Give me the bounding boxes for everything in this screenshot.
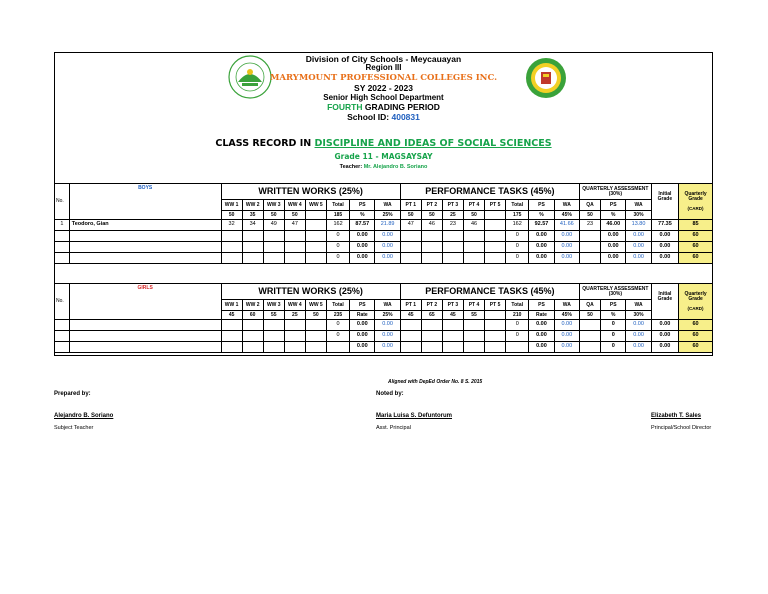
pt-score [485,331,506,342]
pt-score: 0.00 [554,320,579,331]
ww-column-header: WW 4 [284,300,305,311]
pt-highest-score: 175 [506,211,529,220]
ww-score [263,331,284,342]
ww-column-header: WW 5 [305,300,326,311]
section-label: GIRLS [69,284,221,320]
boys-grade-table [54,183,713,264]
qa-highest-score: % [601,311,626,320]
qa-highest-score: 30% [626,311,651,320]
ww-column-header: WW 3 [263,200,284,211]
ww-score: 0.00 [350,242,375,253]
student-row [55,331,713,342]
ww-score [242,231,263,242]
pt-score [400,253,421,264]
principal-name: Elizabeth T. Sales [651,413,702,419]
ww-column-header: WW 2 [242,200,263,211]
student-number [55,331,70,342]
asst-principal-name: Maria Luisa S. Defuntorum [376,413,453,419]
pt-score [485,231,506,242]
qa-column-header: WA [626,200,651,211]
qa-score: 0.00 [626,342,651,353]
teacher-signatory-title: Subject Teacher [54,425,94,431]
ww-score: 34 [242,220,263,231]
ww-highest-score: 235 [326,311,349,320]
quarterly-grade: 85 [679,220,713,231]
pt-highest-score: 50 [400,211,421,220]
noted-by-label: Noted by: [376,391,404,397]
pt-score: 23 [442,220,463,231]
student-number [55,231,70,242]
initial-grade-header: Initial Grade [651,284,678,311]
ww-column-header: WA [375,300,400,311]
pt-score: 0.00 [554,242,579,253]
qa-highest-score: 50 [580,311,601,320]
qa-column-header: PS [601,300,626,311]
ww-score: 49 [263,220,284,231]
ww-score [305,220,326,231]
card-label: (CARD) [687,205,704,211]
pt-score [442,242,463,253]
ww-score [242,320,263,331]
class-record-title [54,138,713,149]
pt-score [421,253,442,264]
ww-score [221,231,242,242]
pt-score [400,320,421,331]
pt-highest-score: 45% [554,311,579,320]
ww-score [263,253,284,264]
pt-score [463,331,484,342]
pt-score [485,220,506,231]
header-row [55,184,713,200]
ww-score: 0.00 [350,331,375,342]
ww-column-header: PS [350,300,375,311]
teacher-label: Teacher: [339,164,364,170]
student-number: 1 [55,220,70,231]
pt-score [400,242,421,253]
pt-score: 0 [506,242,529,253]
qa-score [580,242,601,253]
pt-score [442,342,463,353]
ww-score: 0.00 [350,253,375,264]
ww-score: 21.89 [375,220,400,231]
principal-title: Principal/School Director [651,425,712,431]
ww-score [242,253,263,264]
pt-score [442,331,463,342]
student-name [69,320,221,331]
ww-score: 0 [326,331,349,342]
qa-score: 0 [601,342,626,353]
ww-score: 0.00 [375,342,400,353]
ww-score [284,231,305,242]
ww-column-header: WW 3 [263,300,284,311]
ww-score: 162 [326,220,349,231]
pt-highest-score: % [529,211,554,220]
ww-highest-score: 50 [221,211,242,220]
written-works-header: WRITTEN WORKS (25%) [221,284,400,300]
qa-score [580,320,601,331]
pt-score: 0.00 [554,231,579,242]
initial-grade: 77.35 [651,220,678,231]
pt-column-header: Total [506,300,529,311]
pt-score [463,253,484,264]
pt-score [463,320,484,331]
qa-score: 0.00 [601,242,626,253]
ww-highest-score: 25% [375,311,400,320]
quarterly-grade-label: Quarterly Grade [684,190,707,202]
student-number [55,320,70,331]
qa-column-header: PS [601,200,626,211]
pt-column-header: PT 4 [463,200,484,211]
ww-score [284,342,305,353]
ww-score: 0 [326,253,349,264]
ww-score: 32 [221,220,242,231]
ww-score: 0.00 [350,320,375,331]
ww-score: 0.00 [375,253,400,264]
pt-column-header: PS [529,300,554,311]
header-row [55,284,713,300]
pt-highest-score [485,311,506,320]
ww-score: 0 [326,231,349,242]
initial-grade-spacer [651,211,678,220]
ww-score: 0.00 [375,331,400,342]
qa-score: 23 [580,220,601,231]
quarterly-grade: 60 [679,242,713,253]
ww-score: 0.00 [375,231,400,242]
pt-score [400,342,421,353]
qa-highest-score: % [601,211,626,220]
pt-score: 162 [506,220,529,231]
qa-score [580,253,601,264]
qa-score: 0.00 [626,331,651,342]
qa-score: 0.00 [626,320,651,331]
ww-score [263,342,284,353]
pt-highest-score: 45 [400,311,421,320]
student-number [55,342,70,353]
quarterly-grade-label: Quarterly Grade [684,290,707,302]
student-row [55,220,713,231]
ww-score [305,242,326,253]
ww-score [221,331,242,342]
ww-highest-score: 25 [284,311,305,320]
ww-score [242,242,263,253]
student-name [69,342,221,353]
ww-score: 0.00 [375,320,400,331]
subject-name: DISCIPLINE AND IDEAS OF SOCIAL SCIENCES [314,138,552,149]
pt-score [485,253,506,264]
school-year: SY 2022 - 2023 [354,83,413,93]
student-row [55,242,713,253]
ww-score [263,231,284,242]
department-text: Senior High School Department [323,93,444,102]
pt-column-header: PT 2 [421,300,442,311]
teacher-signatory-name: Alejandro B. Soriano [54,413,114,419]
ww-score [263,320,284,331]
pt-score [442,231,463,242]
pt-score: 0.00 [554,342,579,353]
pt-column-header: PS [529,200,554,211]
pt-score [421,320,442,331]
student-name [69,331,221,342]
ww-score [305,331,326,342]
student-row [55,342,713,353]
ww-score [221,253,242,264]
initial-grade-header: Initial Grade [651,184,678,211]
quarterly-grade: 60 [679,342,713,353]
deped-alignment-note: Aligned with DepEd Order No. 8 S. 2015 [388,379,483,385]
pt-column-header: PT 3 [442,200,463,211]
pt-score: 0.00 [554,331,579,342]
ww-column-header: Total [326,200,349,211]
pt-highest-score: Rate [529,311,554,320]
qa-score [580,231,601,242]
pt-score [506,342,529,353]
performance-tasks-header: PERFORMANCE TASKS (45%) [400,284,579,300]
qa-score: 0 [601,331,626,342]
initial-grade: 0.00 [651,342,678,353]
qa-score: 0.00 [601,253,626,264]
no-header: No. [55,284,70,320]
initial-grade: 0.00 [651,253,678,264]
pt-score [442,253,463,264]
pt-score [463,231,484,242]
class-record-label: CLASS RECORD IN [215,138,315,149]
quarterly-grade: 60 [679,320,713,331]
ww-highest-score: 35 [242,211,263,220]
student-number [55,242,70,253]
qa-score: 46.00 [601,220,626,231]
student-number [55,253,70,264]
ww-highest-score: 45 [221,311,242,320]
ww-column-header: WA [375,200,400,211]
pt-score: 0.00 [529,231,554,242]
student-row [55,253,713,264]
pt-score: 0.00 [554,253,579,264]
initial-grade: 0.00 [651,231,678,242]
qa-score: 0.00 [626,242,651,253]
qa-score: 13.80 [626,220,651,231]
pt-score [421,231,442,242]
ww-column-header: WW 1 [221,300,242,311]
initial-grade: 0.00 [651,242,678,253]
division-text: Division of City Schools - Meycauayan [305,54,462,64]
qa-score: 0.00 [601,231,626,242]
initial-grade-spacer [651,311,678,320]
no-header: No. [55,184,70,220]
teacher-name: Mr. Alejandro B. Soriano [363,164,428,170]
ww-score [221,342,242,353]
pt-column-header: WA [554,200,579,211]
student-name: Teodoro, Gian [69,220,221,231]
qa-score: 0 [601,320,626,331]
pt-score [463,342,484,353]
ww-score [305,253,326,264]
ww-score: 0.00 [350,231,375,242]
pt-column-header: PT 5 [485,300,506,311]
ww-score [221,320,242,331]
pt-score: 46 [463,220,484,231]
ww-score: 47 [284,220,305,231]
ww-score: 0 [326,242,349,253]
quarterly-grade-header [679,184,713,220]
pt-column-header: PT 1 [400,200,421,211]
ww-score [284,320,305,331]
grading-period-rest: GRADING PERIOD [362,102,440,112]
written-works-header: WRITTEN WORKS (25%) [221,184,400,200]
pt-highest-score: 65 [421,311,442,320]
pt-column-header: PT 3 [442,300,463,311]
ww-column-header: PS [350,200,375,211]
qa-column-header: QA [580,200,601,211]
pt-score [442,320,463,331]
ww-score [284,242,305,253]
student-row [55,231,713,242]
pt-score: 0.00 [529,242,554,253]
pt-highest-score: 50 [463,211,484,220]
pt-column-header: PT 4 [463,300,484,311]
ww-highest-score: 60 [242,311,263,320]
quarterly-assessment-header: QUARTERLY ASSESSMENT (30%) [580,284,652,300]
pt-score [421,242,442,253]
grading-period [54,102,713,112]
ww-highest-score: 50 [305,311,326,320]
student-row [55,320,713,331]
initial-grade: 0.00 [651,320,678,331]
ww-highest-score: 185 [326,211,349,220]
ww-score [326,342,349,353]
ww-highest-score: Rate [350,311,375,320]
qa-score [580,342,601,353]
ww-score [221,242,242,253]
ww-column-header: WW 1 [221,200,242,211]
ww-score [284,253,305,264]
card-label: (CARD) [687,305,704,311]
pt-score: 0.00 [529,253,554,264]
ww-score [305,320,326,331]
girls-grade-table [54,283,713,353]
pt-highest-score: 45 [442,311,463,320]
quarterly-grade: 60 [679,231,713,242]
quarterly-grade-header [679,284,713,320]
qa-column-header: WA [626,300,651,311]
pt-score [400,331,421,342]
ww-highest-score: 25% [375,211,400,220]
ww-score [305,342,326,353]
performance-tasks-header: PERFORMANCE TASKS (45%) [400,184,579,200]
pt-highest-score: 55 [463,311,484,320]
quarterly-grade: 60 [679,253,713,264]
pt-column-header: PT 2 [421,200,442,211]
pt-score [421,331,442,342]
student-name [69,231,221,242]
grading-period-highlight: FOURTH [327,102,363,112]
pt-score [421,342,442,353]
grade-section: Grade 11 - MAGSAYSAY [334,152,433,161]
ww-highest-score [305,211,326,220]
pt-highest-score: 210 [506,311,529,320]
qa-score: 0.00 [626,231,651,242]
initial-grade: 0.00 [651,331,678,342]
pt-score [463,242,484,253]
pt-highest-score: 45% [554,211,579,220]
pt-score: 0 [506,320,529,331]
pt-score: 92.57 [529,220,554,231]
ww-score: 87.57 [350,220,375,231]
pt-highest-score: 25 [442,211,463,220]
pt-score: 0.00 [529,331,554,342]
ww-highest-score: 50 [284,211,305,220]
pt-column-header: WA [554,300,579,311]
ww-highest-score: 55 [263,311,284,320]
ww-score: 0.00 [350,342,375,353]
ww-column-header: WW 4 [284,200,305,211]
ww-column-header: WW 2 [242,300,263,311]
school-id-value: 400831 [391,112,420,122]
ww-score [284,331,305,342]
pt-highest-score [485,211,506,220]
student-name [69,253,221,264]
ww-highest-score: 50 [263,211,284,220]
school-name: MARYMOUNT PROFESSIONAL COLLEGES INC. [269,73,498,83]
pt-column-header: PT 5 [485,200,506,211]
qa-highest-score: 30% [626,211,651,220]
pt-score [485,242,506,253]
qa-score [580,331,601,342]
quarterly-assessment-header: QUARTERLY ASSESSMENT (30%) [580,184,652,200]
section-label: BOYS [69,184,221,220]
pt-score: 47 [400,220,421,231]
asst-principal-title: Asst. Principal [376,425,411,431]
student-name [69,242,221,253]
pt-column-header: Total [506,200,529,211]
qa-score: 0.00 [626,253,651,264]
pt-score: 41.66 [554,220,579,231]
teacher-line [54,164,713,170]
prepared-by-label: Prepared by: [54,391,91,397]
pt-score: 0 [506,253,529,264]
ww-score: 0.00 [375,242,400,253]
pt-score [485,342,506,353]
region-text: Region III [365,63,402,72]
ww-score: 0 [326,320,349,331]
ww-score [242,331,263,342]
school-id [54,112,713,122]
qa-highest-score: 50 [580,211,601,220]
pt-score: 46 [421,220,442,231]
ww-score [263,242,284,253]
ww-score [242,342,263,353]
pt-score: 0.00 [529,320,554,331]
ww-column-header: WW 5 [305,200,326,211]
pt-column-header: PT 1 [400,300,421,311]
pt-score: 0.00 [529,342,554,353]
qa-column-header: QA [580,300,601,311]
pt-highest-score: 50 [421,211,442,220]
ww-highest-score: % [350,211,375,220]
pt-score [485,320,506,331]
school-id-label: School ID: [347,112,392,122]
pt-score: 0 [506,231,529,242]
pt-score: 0 [506,331,529,342]
pt-score [400,231,421,242]
ww-column-header: Total [326,300,349,311]
quarterly-grade: 60 [679,331,713,342]
ww-score [305,231,326,242]
